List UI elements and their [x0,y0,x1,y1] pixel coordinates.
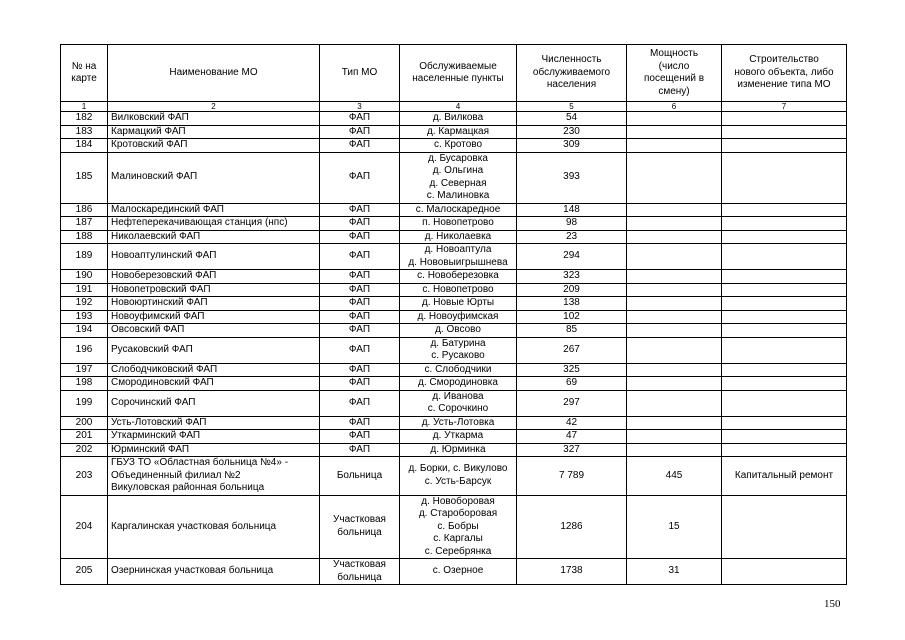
cell-map-number: 191 [61,283,108,297]
column-number: 2 [108,102,320,112]
cell-population: 23 [517,230,627,244]
cell-settlements: д. Вилкова [400,112,517,126]
cell-capacity [627,152,722,203]
cell-facility-type: Участковая больница [320,495,400,559]
cell-facility-name: Юрминский ФАП [108,443,320,457]
document-sheet [60,44,846,585]
cell-map-number: 200 [61,416,108,430]
cell-facility-type: ФАП [320,230,400,244]
table-row [61,495,847,559]
cell-facility-name: Слободчиковский ФАП [108,363,320,377]
table-row [61,283,847,297]
cell-population: 98 [517,217,627,231]
cell-facility-name: Кармацкий ФАП [108,125,320,139]
cell-capacity [627,310,722,324]
cell-settlements: д. Кармацкая [400,125,517,139]
cell-facility-name: Малиновский ФАП [108,152,320,203]
cell-capacity [627,324,722,338]
cell-facility-name: Малоскарединский ФАП [108,203,320,217]
cell-facility-name: Русаковский ФАП [108,337,320,363]
table-row [61,337,847,363]
cell-population: 54 [517,112,627,126]
cell-facility-type: ФАП [320,377,400,391]
column-number: 1 [61,102,108,112]
cell-capacity [627,217,722,231]
cell-facility-type: Участковая больница [320,559,400,585]
cell-construction [722,230,847,244]
cell-construction [722,559,847,585]
cell-population: 102 [517,310,627,324]
cell-population: 1286 [517,495,627,559]
table-row [61,443,847,457]
cell-construction [722,337,847,363]
cell-facility-type: ФАП [320,244,400,270]
column-number: 3 [320,102,400,112]
cell-settlements: п. Новопетрово [400,217,517,231]
cell-facility-name: Сорочинский ФАП [108,390,320,416]
cell-construction: Капитальный ремонт [722,457,847,496]
cell-facility-name: Новоберезовский ФАП [108,270,320,284]
cell-facility-name: Новопетровский ФАП [108,283,320,297]
cell-map-number: 183 [61,125,108,139]
cell-map-number: 192 [61,297,108,311]
cell-capacity [627,139,722,153]
cell-facility-type: ФАП [320,297,400,311]
table-row [61,430,847,444]
cell-population: 267 [517,337,627,363]
table-row [61,457,847,496]
column-number-row [61,102,847,112]
table-row [61,324,847,338]
cell-facility-type: ФАП [320,416,400,430]
cell-map-number: 184 [61,139,108,153]
column-number: 6 [627,102,722,112]
cell-population: 393 [517,152,627,203]
cell-facility-type: ФАП [320,310,400,324]
cell-facility-type: ФАП [320,337,400,363]
cell-settlements: с. Малоскаредное [400,203,517,217]
cell-facility-name: Кротовский ФАП [108,139,320,153]
table-row [61,230,847,244]
cell-map-number: 199 [61,390,108,416]
cell-population: 47 [517,430,627,444]
cell-facility-type: ФАП [320,283,400,297]
cell-construction [722,112,847,126]
cell-construction [722,203,847,217]
cell-population: 69 [517,377,627,391]
cell-settlements: с. Новоберезовка [400,270,517,284]
column-number: 7 [722,102,847,112]
cell-facility-type: ФАП [320,203,400,217]
header-map-number: № на карте [61,45,108,102]
table-row [61,203,847,217]
cell-capacity [627,363,722,377]
cell-facility-name: Новоуфимский ФАП [108,310,320,324]
cell-settlements: с. Озерное [400,559,517,585]
cell-map-number: 185 [61,152,108,203]
cell-facility-name: Новоюртинский ФАП [108,297,320,311]
table-row [61,363,847,377]
cell-capacity [627,244,722,270]
cell-construction [722,324,847,338]
cell-capacity [627,337,722,363]
cell-capacity [627,377,722,391]
cell-capacity: 15 [627,495,722,559]
header-facility-type: Тип МО [320,45,400,102]
cell-map-number: 189 [61,244,108,270]
table-row [61,377,847,391]
cell-population: 230 [517,125,627,139]
cell-construction [722,125,847,139]
cell-map-number: 201 [61,430,108,444]
cell-construction [722,152,847,203]
cell-construction [722,283,847,297]
cell-map-number: 186 [61,203,108,217]
page-number: 150 [824,598,841,610]
cell-facility-type: ФАП [320,139,400,153]
table-row [61,416,847,430]
table-row [61,244,847,270]
header-capacity: Мощность (число посещений в смену) [627,45,722,102]
cell-population: 309 [517,139,627,153]
cell-facility-name: Озернинская участковая больница [108,559,320,585]
cell-settlements: д. Новоборовая д. Староборовая с. Бобры с. Каргалы с. Серебрянка [400,495,517,559]
table-row [61,112,847,126]
table-row [61,217,847,231]
header-construction: Строительство нового объекта, либо изменение типа МО [722,45,847,102]
cell-settlements: д. Овсово [400,324,517,338]
cell-capacity [627,283,722,297]
cell-map-number: 196 [61,337,108,363]
cell-population: 138 [517,297,627,311]
cell-construction [722,416,847,430]
cell-settlements: д. Уткарма [400,430,517,444]
column-number: 4 [400,102,517,112]
table-row [61,297,847,311]
cell-map-number: 193 [61,310,108,324]
table-row [61,139,847,153]
cell-map-number: 187 [61,217,108,231]
cell-settlements: д. Бусаровка д. Ольгина д. Северная с. Малиновка [400,152,517,203]
cell-population: 209 [517,283,627,297]
cell-capacity [627,203,722,217]
cell-capacity: 31 [627,559,722,585]
cell-facility-type: ФАП [320,270,400,284]
cell-facility-name: Усть-Лотовский ФАП [108,416,320,430]
cell-capacity [627,112,722,126]
cell-capacity [627,443,722,457]
cell-map-number: 202 [61,443,108,457]
cell-settlements: с. Кротово [400,139,517,153]
table-header-row [61,45,847,102]
cell-map-number: 190 [61,270,108,284]
cell-construction [722,310,847,324]
cell-settlements: с. Слободчики [400,363,517,377]
cell-facility-name: Уткарминский ФАП [108,430,320,444]
cell-population: 297 [517,390,627,416]
cell-facility-type: ФАП [320,390,400,416]
cell-construction [722,390,847,416]
cell-settlements: д. Борки, с. Викулово с. Усть-Барсук [400,457,517,496]
cell-construction [722,297,847,311]
cell-settlements: д. Юрминка [400,443,517,457]
cell-construction [722,244,847,270]
cell-construction [722,139,847,153]
table-row [61,152,847,203]
cell-capacity [627,270,722,284]
cell-construction [722,217,847,231]
cell-construction [722,363,847,377]
cell-capacity [627,416,722,430]
cell-facility-type: ФАП [320,324,400,338]
cell-map-number: 205 [61,559,108,585]
cell-population: 7 789 [517,457,627,496]
table-row [61,559,847,585]
cell-facility-type: ФАП [320,217,400,231]
cell-facility-type: ФАП [320,430,400,444]
cell-population: 85 [517,324,627,338]
cell-map-number: 197 [61,363,108,377]
cell-facility-name: Николаевский ФАП [108,230,320,244]
cell-facility-name: Смородиновский ФАП [108,377,320,391]
cell-map-number: 188 [61,230,108,244]
medical-facilities-table [60,44,847,585]
cell-construction [722,377,847,391]
cell-settlements: д. Батурина с. Русаково [400,337,517,363]
header-settlements: Обслуживаемые населенные пункты [400,45,517,102]
cell-capacity [627,390,722,416]
table-body [61,112,847,585]
cell-construction [722,443,847,457]
cell-construction [722,430,847,444]
cell-facility-name: ГБУЗ ТО «Областная больница №4» - Объединенный филиал №2 Викуловская районная больница [108,457,320,496]
header-facility-name: Наименование МО [108,45,320,102]
cell-population: 1738 [517,559,627,585]
cell-facility-name: Вилковский ФАП [108,112,320,126]
cell-map-number: 204 [61,495,108,559]
cell-facility-type: ФАП [320,443,400,457]
table-row [61,310,847,324]
cell-population: 327 [517,443,627,457]
cell-facility-name: Новоаптулинский ФАП [108,244,320,270]
cell-facility-name: Овсовский ФАП [108,324,320,338]
cell-map-number: 182 [61,112,108,126]
column-number: 5 [517,102,627,112]
cell-population: 294 [517,244,627,270]
cell-capacity: 445 [627,457,722,496]
table-row [61,125,847,139]
cell-settlements: д. Николаевка [400,230,517,244]
cell-settlements: д. Смородиновка [400,377,517,391]
cell-capacity [627,430,722,444]
cell-population: 323 [517,270,627,284]
cell-settlements: д. Новоуфимская [400,310,517,324]
cell-facility-type: Больница [320,457,400,496]
cell-map-number: 198 [61,377,108,391]
cell-map-number: 194 [61,324,108,338]
table-row [61,390,847,416]
cell-facility-type: ФАП [320,152,400,203]
cell-capacity [627,125,722,139]
cell-population: 148 [517,203,627,217]
cell-construction [722,270,847,284]
cell-settlements: д. Новые Юрты [400,297,517,311]
cell-settlements: д. Усть-Лотовка [400,416,517,430]
cell-facility-name: Нефтеперекачивающая станция (нпс) [108,217,320,231]
cell-settlements: д. Иванова с. Сорочкино [400,390,517,416]
cell-construction [722,495,847,559]
cell-facility-type: ФАП [320,112,400,126]
table-row [61,270,847,284]
cell-population: 325 [517,363,627,377]
cell-facility-name: Каргалинская участковая больница [108,495,320,559]
cell-capacity [627,230,722,244]
cell-population: 42 [517,416,627,430]
cell-settlements: с. Новопетрово [400,283,517,297]
cell-facility-type: ФАП [320,363,400,377]
cell-map-number: 203 [61,457,108,496]
cell-facility-type: ФАП [320,125,400,139]
header-population: Численность обслуживаемого населения [517,45,627,102]
cell-capacity [627,297,722,311]
cell-settlements: д. Новоаптула д. Нововыигрышнева [400,244,517,270]
